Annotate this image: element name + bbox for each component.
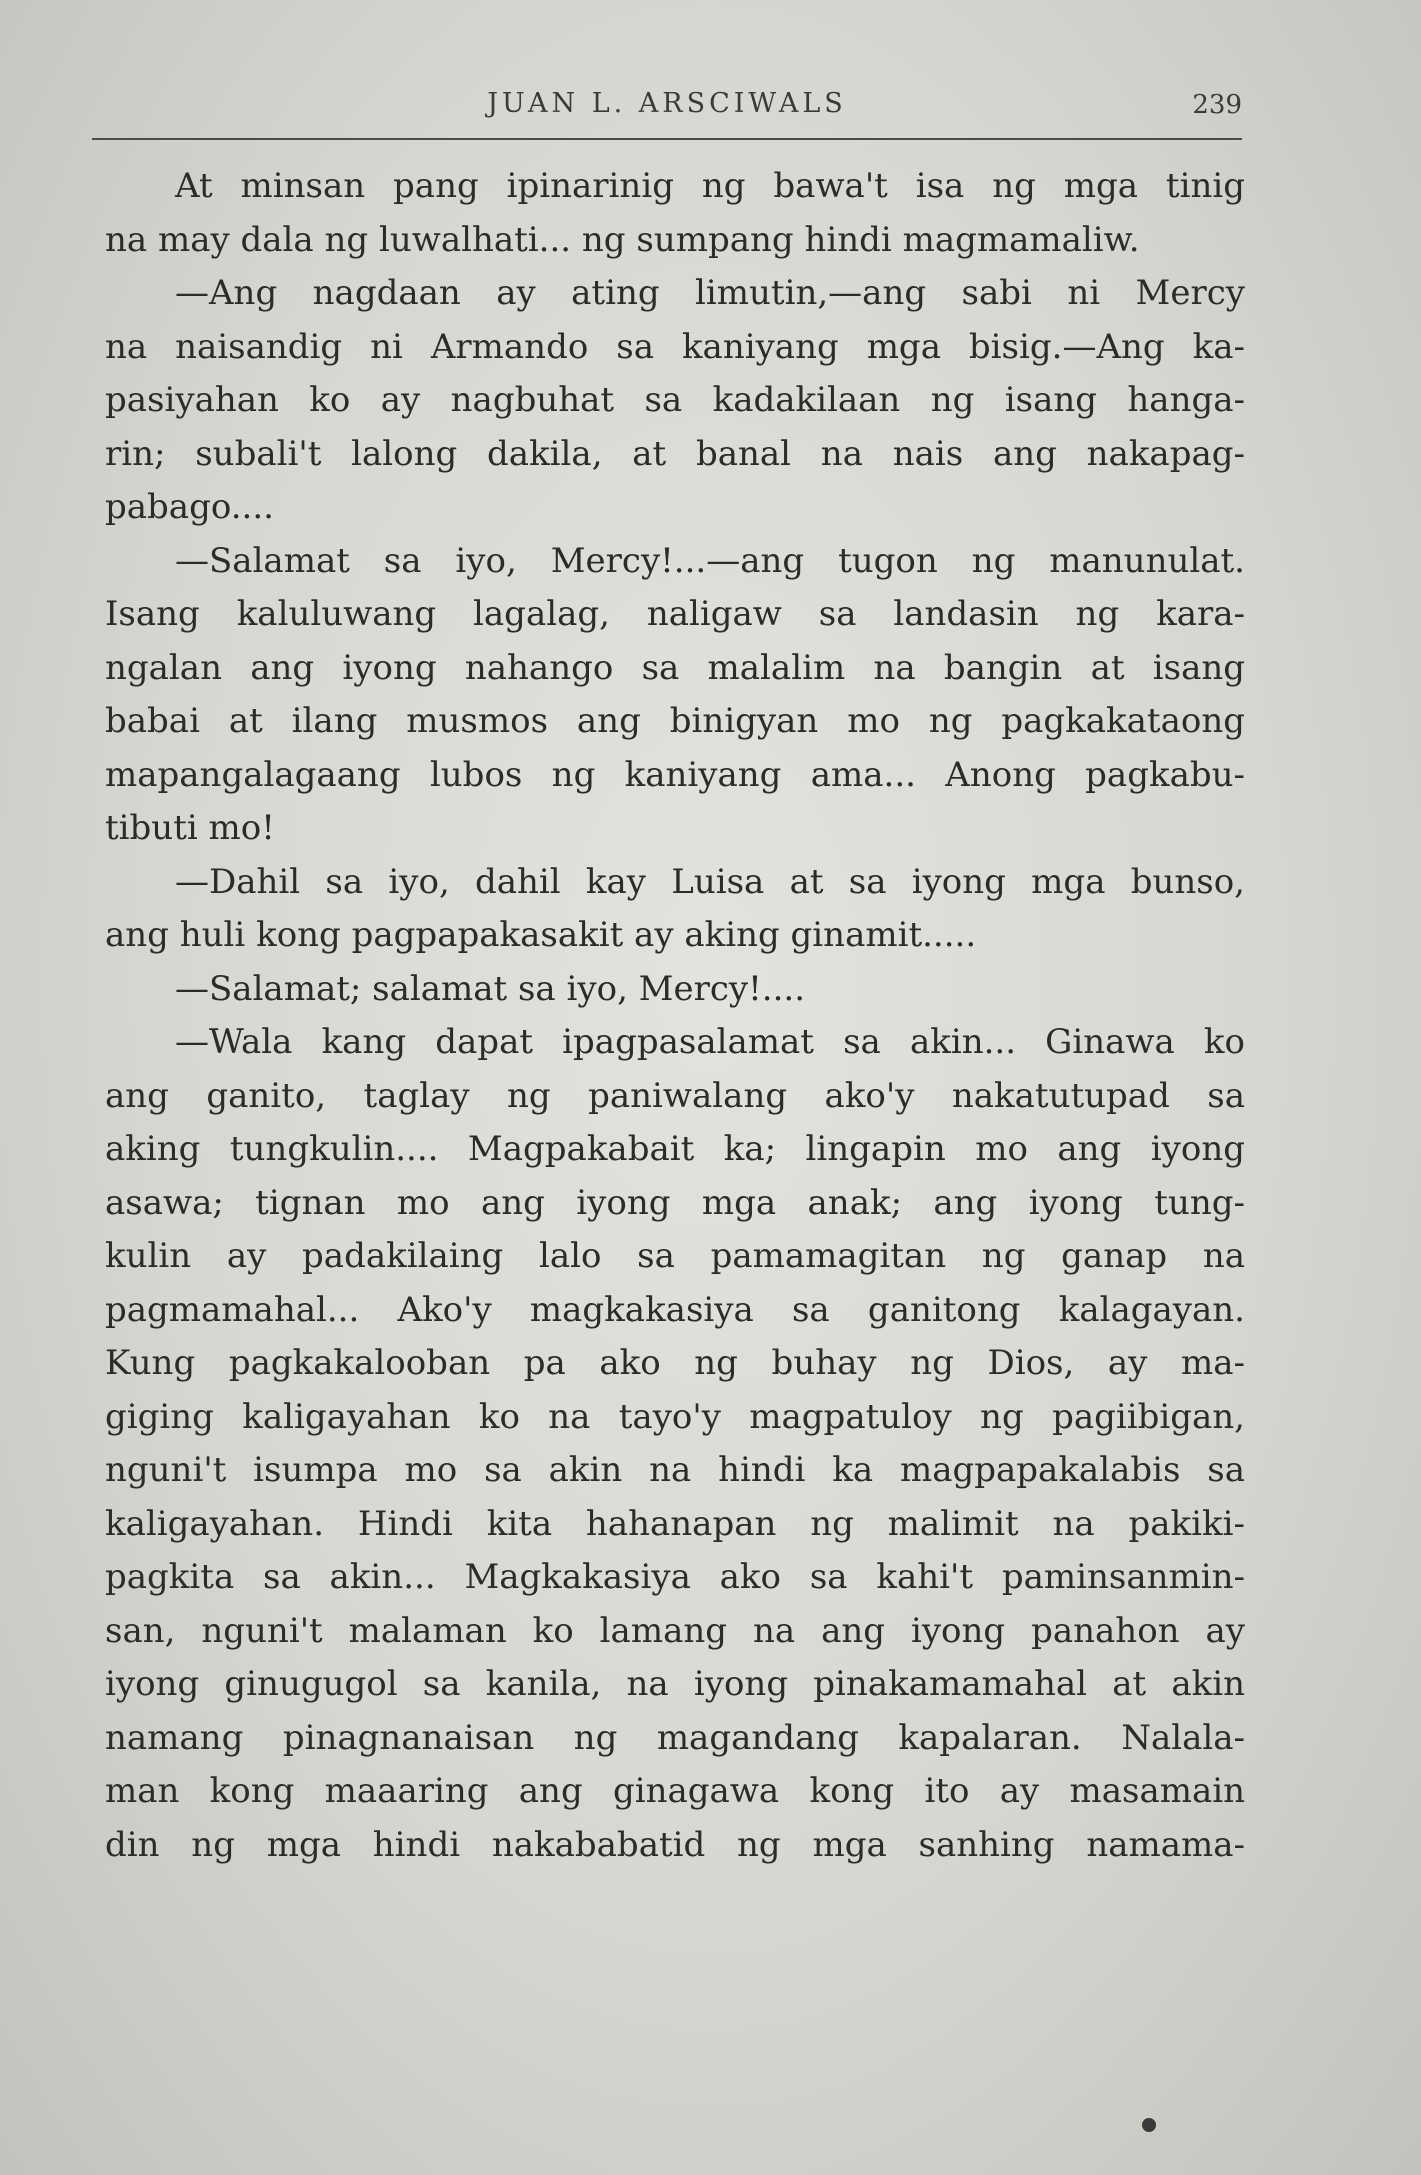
ink-spot (1142, 2118, 1156, 2132)
text-line: aking tungkulin.... Magpakabait ka; lingapin mo ang iyong (105, 1129, 1245, 1169)
text-line: man kong maaaring ang ginagawa kong ito ay masamain (105, 1771, 1245, 1811)
text-line: na may dala ng luwalhati... ng sumpang hindi magmamaliw. (105, 219, 1140, 260)
text-line: At minsan pang ipinarinig ng bawa't isa ng mga tinig (175, 166, 1245, 206)
text-line: —Ang nagdaan ay ating limutin,—ang sabi ni Mercy (175, 273, 1245, 313)
running-head: JUAN L. ARSCIWALS (487, 88, 847, 119)
text-line: asawa; tignan mo ang iyong mga anak; ang iyong tung- (105, 1182, 1245, 1223)
text-line: —Salamat; salamat sa iyo, Mercy!.... (175, 968, 806, 1009)
text-line: —Salamat sa iyo, Mercy!...—ang tugon ng manunulat. (175, 540, 1245, 581)
text-line: iyong ginugugol sa kanila, na iyong pinakamamahal at akin (105, 1664, 1245, 1704)
text-line: na naisandig ni Armando sa kaniyang mga bisig.—Ang ka- (105, 326, 1245, 367)
text-line: ang huli kong pagpapakasakit ay aking ginamit..... (105, 915, 977, 955)
header-rule (92, 138, 1242, 140)
body-text (105, 160, 1245, 1872)
text-line: giging kaligayahan ko na tayo'y magpatuloy ng pagiibigan, (105, 1396, 1245, 1437)
text-line: ang ganito, taglay ng paniwalang ako'y nakatutupad sa (105, 1075, 1245, 1116)
text-line: pagmamahal... Ako'y magkakasiya sa ganitong kalagayan. (105, 1289, 1245, 1330)
text-line: din ng mga hindi nakababatid ng mga sanhing namama- (105, 1824, 1245, 1865)
text-line: tibuti mo! (105, 808, 275, 848)
text-line: babai at ilang musmos ang binigyan mo ng pagkakataong (105, 701, 1245, 741)
text-line: pabago.... (105, 487, 274, 527)
text-line: —Wala kang dapat ipagpasalamat sa akin... Ginawa ko (175, 1022, 1245, 1062)
text-line: san, nguni't malaman ko lamang na ang iyong panahon ay (105, 1610, 1245, 1651)
text-line: Kung pagkakalooban pa ako ng buhay ng Dios, ay ma- (105, 1343, 1245, 1383)
text-line: pasiyahan ko ay nagbuhat sa kadakilaan ng isang hanga- (105, 380, 1245, 420)
text-line: kaligayahan. Hindi kita hahanapan ng malimit na pakiki- (105, 1503, 1245, 1544)
text-line: Isang kaluluwang lagalag, naligaw sa landasin ng kara- (105, 594, 1245, 634)
text-line: kulin ay padakilaing lalo sa pamamagitan ng ganap na (105, 1236, 1245, 1276)
text-line: rin; subali't lalong dakila, at banal na nais ang nakapag- (105, 433, 1245, 474)
text-line: pagkita sa akin... Magkakasiya ako sa kahi't paminsanmin- (105, 1557, 1245, 1597)
page-header (92, 82, 1242, 142)
text-line: —Dahil sa iyo, dahil kay Luisa at sa iyong mga bunso, (175, 861, 1245, 902)
text-line: namang pinagnanaisan ng magandang kapalaran. Nalala- (105, 1717, 1245, 1758)
text-line: nguni't isumpa mo sa akin na hindi ka magpapakalabis sa (105, 1450, 1245, 1490)
text-line: ngalan ang iyong nahango sa malalim na bangin at isang (105, 647, 1245, 688)
page-number: 239 (1192, 90, 1242, 120)
text-line: mapangalagaang lubos ng kaniyang ama... Anong pagkabu- (105, 754, 1245, 795)
